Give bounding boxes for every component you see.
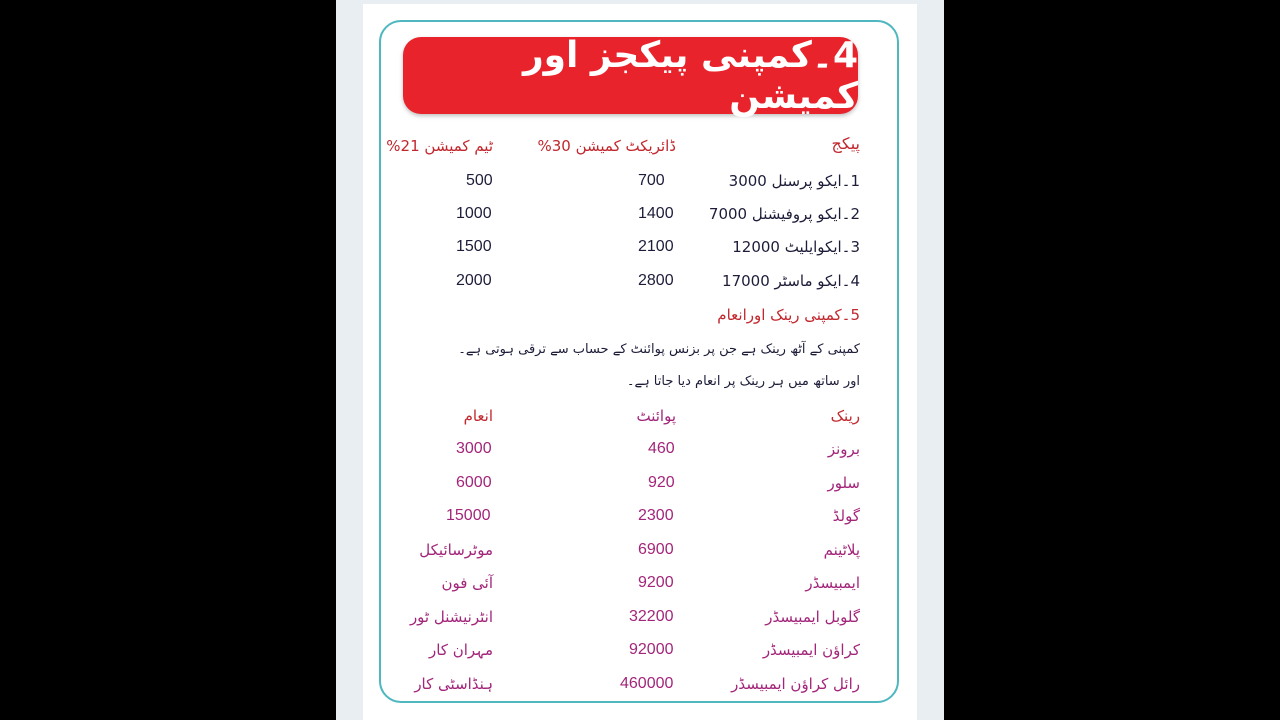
intro-paragraph-2: اور ساتھ میں ہر رینک پر انعام دیا جاتا ہے۔: [626, 374, 860, 389]
package-team: 1500: [456, 238, 492, 255]
package-header: پیکج: [831, 134, 860, 153]
rank-reward: انٹرنیشنل ٹور: [409, 608, 493, 626]
rank-reward: مہران کار: [428, 641, 493, 659]
rank-name: گلوبل ایمبیسڈر: [765, 608, 860, 626]
rank-points: 92000: [629, 641, 674, 658]
rank-name: سلور: [827, 474, 860, 492]
rank-reward: موٹرسائیکل: [419, 541, 493, 559]
rank-reward: 15000: [446, 507, 491, 524]
team-commission-header: ٹیم کمیشن 21%: [386, 137, 493, 155]
points-header: پوائنٹ: [636, 407, 676, 425]
rank-reward: آئی فون: [441, 574, 493, 592]
rank-reward: 3000: [456, 440, 492, 457]
direct-commission-header: ڈائریکٹ کمیشن 30%: [537, 137, 676, 155]
rank-points: 32200: [629, 608, 674, 625]
rank-points: 460000: [620, 675, 674, 692]
rank-points: 460: [648, 440, 675, 457]
package-team: 500: [466, 172, 493, 189]
rank-name: گولڈ: [832, 507, 860, 525]
rank-name: ایمبیسڈر: [805, 574, 860, 592]
package-name: 2۔ایکو پروفیشنل 7000: [708, 205, 860, 223]
intro-paragraph-1: کمپنی کے آٹھ رینک ہے جن پر بزنس پوائنٹ کے حساب سے ترقی ہوتی ہے۔: [458, 342, 860, 357]
rank-header: رینک: [830, 407, 860, 425]
package-name: 3۔ایکوایلیٹ 12000: [732, 238, 860, 256]
content-frame: [379, 20, 899, 703]
package-name: 4۔ایکو ماسٹر 17000: [722, 272, 860, 290]
reward-header: انعام: [463, 407, 493, 425]
package-team: 2000: [456, 272, 492, 289]
rank-reward: 6000: [456, 474, 492, 491]
package-direct: 1400: [638, 205, 674, 222]
package-team: 1000: [456, 205, 492, 222]
section-title: 4۔کمپنی پیکجز اور کمیشن: [403, 37, 858, 114]
rank-name: رائل کراؤن ایمبیسڈر: [731, 675, 860, 693]
package-name: 1۔ایکو پرسنل 3000: [728, 172, 860, 190]
rank-name: کراؤن ایمبیسڈر: [762, 641, 860, 659]
package-direct: 2800: [638, 272, 674, 289]
rank-name: برونز: [827, 440, 860, 458]
package-direct: 2100: [638, 238, 674, 255]
rank-points: 6900: [638, 541, 674, 558]
rank-points: 920: [648, 474, 675, 491]
rank-points: 9200: [638, 574, 674, 591]
rank-points: 2300: [638, 507, 674, 524]
rank-reward: ہنڈاسٹی کار: [414, 675, 493, 693]
section-5-heading: 5۔کمپنی رینک اورانعام: [717, 306, 860, 324]
package-direct: 700: [638, 172, 665, 189]
rank-name: پلاٹینم: [823, 541, 860, 559]
